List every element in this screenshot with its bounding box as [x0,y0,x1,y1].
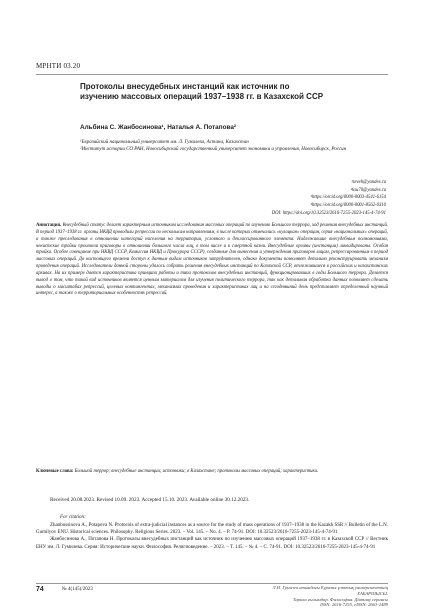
orcid-link-1[interactable]: ¹https://orcid.org/0000-0003-4541-6154 [310,195,386,201]
page-number: 74 [36,586,44,593]
citation-block [36,522,388,551]
grnti-code: МРНТИ 03.20 [36,62,81,70]
title-line-2: изучению массовых операций 1937–1938 гг. в Казахской ССР [80,92,324,101]
affiliation-1: ¹Евразийский национальный университет им. Л. Гумилева, Астана, Казахстан [80,140,249,145]
article-title [80,82,380,102]
footer-rule [36,583,388,584]
citation-russian: Жанбосинова А., Потапова Н. Протоколы внесудебных инстанций как источник по изучению массовых операций 1937–1938 гг. в Казахской ССР // Вестник ЕНУ им. Л. Гумилева. Серия: Исторические науки. Философия. Религиоведение. – 2023. – Т. 145. – № 4. – С. 74-91. DOI: 10.32523/2616-7255-2023-145-4-74-91 [36,537,388,550]
title-line-1: Протоколы внесудебных инстанций как источник по [80,82,290,91]
keywords-label: Ключевые слова: [36,469,74,474]
contact-email-2[interactable]: ²ksu70@yandex.ru [350,187,386,193]
issue-number: № 4(145)/2023 [62,587,93,592]
for-citation-label: For citation: [60,515,86,520]
orcid-link-2[interactable]: ²https://orcid.org/0000-0001-8562-0310 [310,203,386,209]
affiliation-2: ²Институт истории СО РАН, Новосибирский государственный университет экономики и управления, Новосибирск, Россия [80,146,346,152]
journal-info [250,585,388,608]
abstract-label: Аннотация. [36,223,62,228]
citation-english: Zhanbossinova A., Potapova N. Protocols of extra-judicial instances as a source for the study of mass operations of 1937–1938 in the Kazakh SSR // Bulletin of the L.N. Gumilyov ENU. Historical sciences. Philosophy. Religious Series. 2023. – Vol. 145. – No. 4. – P. 74-91. DOI: 10.32523/2616-7255-2023-145-4-74-91 [36,523,388,536]
journal-line-1: Л.Н. Гумилев атындағы Еуразия ұлттық университетінің ХАБАРШЫСЫ. [272,585,388,596]
keywords-text: Большой террор; внесудебные инстанции; источники; в Казахстане; протоколы массовых операций; характеристика. [74,469,319,474]
contact-email-1[interactable]: ¹zeveh@yandex.ru [351,180,386,185]
keywords [36,469,388,476]
journal-issn: ISSN: 2616-7255, eISSN: 2663-2489 [320,602,388,608]
affiliations [80,140,380,154]
header-rule [36,74,388,75]
contacts-block [210,179,386,218]
abstract [36,223,388,298]
abstract-text: Внесудебный статус делает характерным источником исследования массовых операций по изучению Большого террора, ход решения внесудебных инстанций. В период 1937–1938 гг. органы НКВД проводили репрессии по нескольким направлениям, в числе которых отмечались «кулацкая» операция, серия «национальных» операций, а также преследования в отношении категорий населения на территории, условного и деклассированного элемента. Надлежавшие внесудебным полномочиями, чекистские тройки произвели приговоры в отношении большого числа лиц, в том числе и к смертной казни. Внесудебные органы (инстанции) ликвидированы. Особая тройка. Особое совещание при НКВД СССР, Комиссия НКВД и Прокурора СССР), созданные для вынесения и утверждения приговоров лицам, репрессированным в период массовых операций. До настоящего времени доступ к данным видам источников затруднителен, однако документы позволяют детально реконструировать механизм проведения операций. Исследователи данной стороны удалось собрать решения внесудебных инстанций по Казахской ССР, отложившиеся в российских и казахстанских архивах. На их примере дается характеристика принципа работы и типа протоколов внесудебных инстанций, функционировавших в годы Большого террора. Делается вывод о том, что такой вид источников является ценным материалом для изучения политического террора, так как детальная обработка данных позволяет сделать выводы о масштабах репрессий, целевых контингентах, механизмах проведения и характеристиках лиц и на сегодняшний день представляет определенный научный интерес, а также о территориальных особенностях репрессий. [36,223,389,297]
authors: Альбина С. Жанбосинова¹, Наталья А. Потапова² [80,124,237,131]
article-dates: Received 20.08.2023. Revised 10.09. 2023. Accepted 15.10. 2023. Available online 30.12.2023. [50,497,250,503]
journal-line-2: Тарихи ғылымдар. Философия. Дінтану сериясы [293,596,388,602]
doi-link[interactable]: DOI: https://doi.org/10.32523/2616-7255-2023-145-4-74-91 [271,210,386,216]
